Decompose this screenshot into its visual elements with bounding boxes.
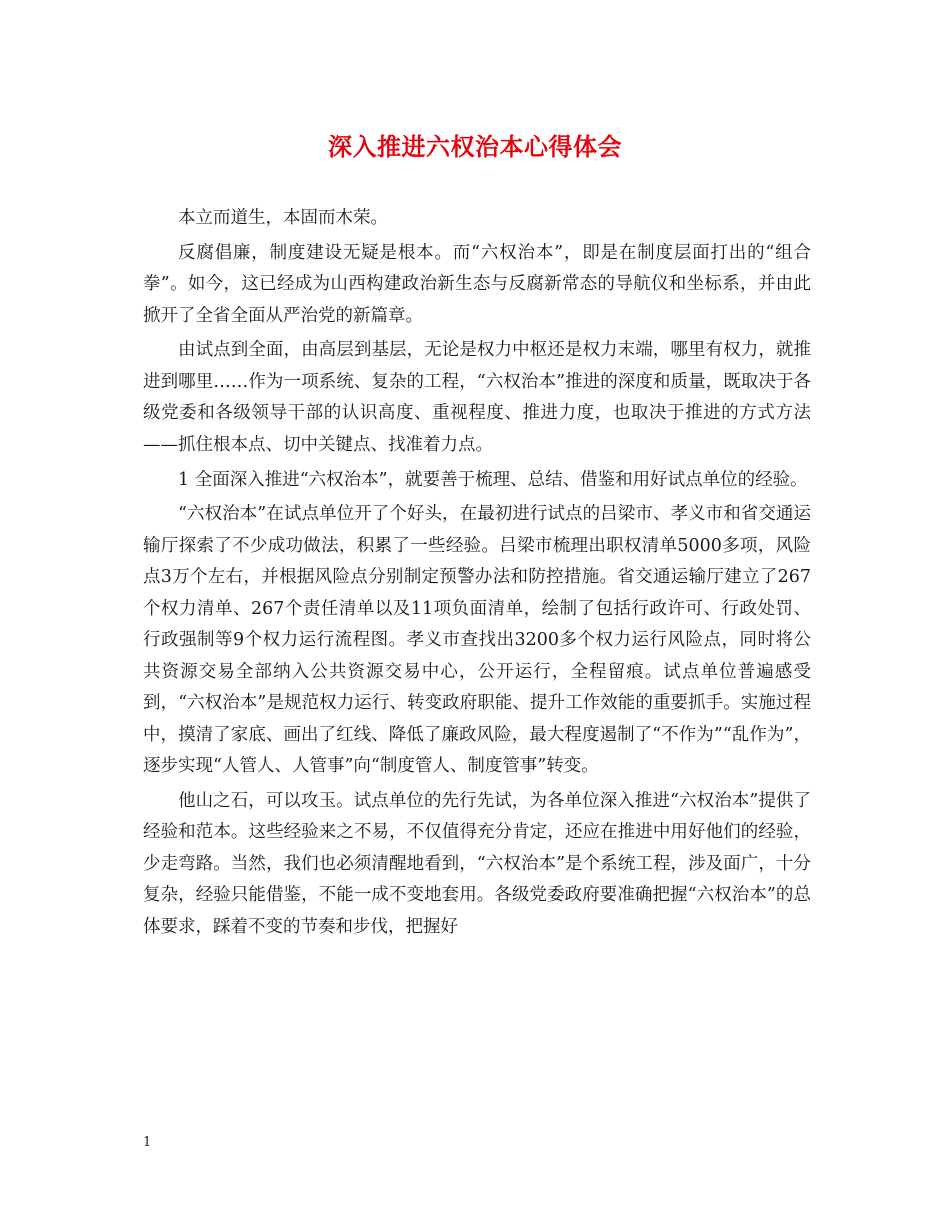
paragraph: 由试点到全面，由高层到基层，无论是权力中枢还是权力末端，哪里有权力，就推进到哪里……作为一项系统、复杂的工程，“六权治本”推进的深度和质量，既取决于各级党委和各级领导干部的认识高度、重视程度、推进力度，也取决于推进的方式方法——抓住根本点、切中关键点、找准着力点。 [143, 340, 811, 455]
page-number: 1 [143, 1135, 152, 1150]
paragraph: 他山之石，可以攻玉。试点单位的先行先试，为各单位深入推进“六权治本”提供了经验和范本。这些经验来之不易，不仅值得充分肯定，还应在推进中用好他们的经验，少走弯路。当然，我们也必须清醒地看到，“六权治本”是个系统工程，涉及面广，十分复杂，经验只能借鉴，不能一成不变地套用。各级党委政府要准确把握“六权治本”的总体要求，踩着不变的节奏和步伐，把握好 [143, 790, 811, 937]
paragraph: 本立而道生，本固而木荣。 [178, 208, 388, 228]
paragraph: “六权治本”在试点单位开了个好头，在最初进行试点的吕梁市、孝义市和省交通运输厅探索了不少成功做法，积累了一些经验。吕梁市梳理出职权清单5000多项，风险点3万个左右，并根据风险点分别制定预警办法和防控措施。省交通运输厅建立了267个权力清单、267个责任清单以及11项负面清单，绘制了包括行政许可、行政处罚、行政强制等9个权力运行流程图。孝义市查找出3200多个权力运行风险点，同时将公共资源交易全部纳入公共资源交易中心，公开运行，全程留痕。试点单位普遍感受到，“六权治本”是规范权力运行、转变政府职能、提升工作效能的重要抓手。实施过程中，摸清了家底、画出了红线、降低了廉政风险，最大程度遏制了“不作为”“乱作为”，逐步实现“人管人、人管事”向“制度管人、制度管事”转变。 [143, 504, 811, 777]
document-body [143, 203, 811, 947]
document-title: 深入推进六权治本心得体会 [328, 132, 622, 161]
paragraph: 反腐倡廉，制度建设无疑是根本。而“六权治本”，即是在制度层面打出的“组合拳”。如今，这已经成为山西构建政治新生态与反腐新常态的导航仪和坐标系，并由此掀开了全省全面从严治党的新篇章。 [143, 242, 811, 326]
paragraph: 1 全面深入推进“六权治本”，就要善于梳理、总结、借鉴和用好试点单位的经验。 [178, 469, 808, 490]
